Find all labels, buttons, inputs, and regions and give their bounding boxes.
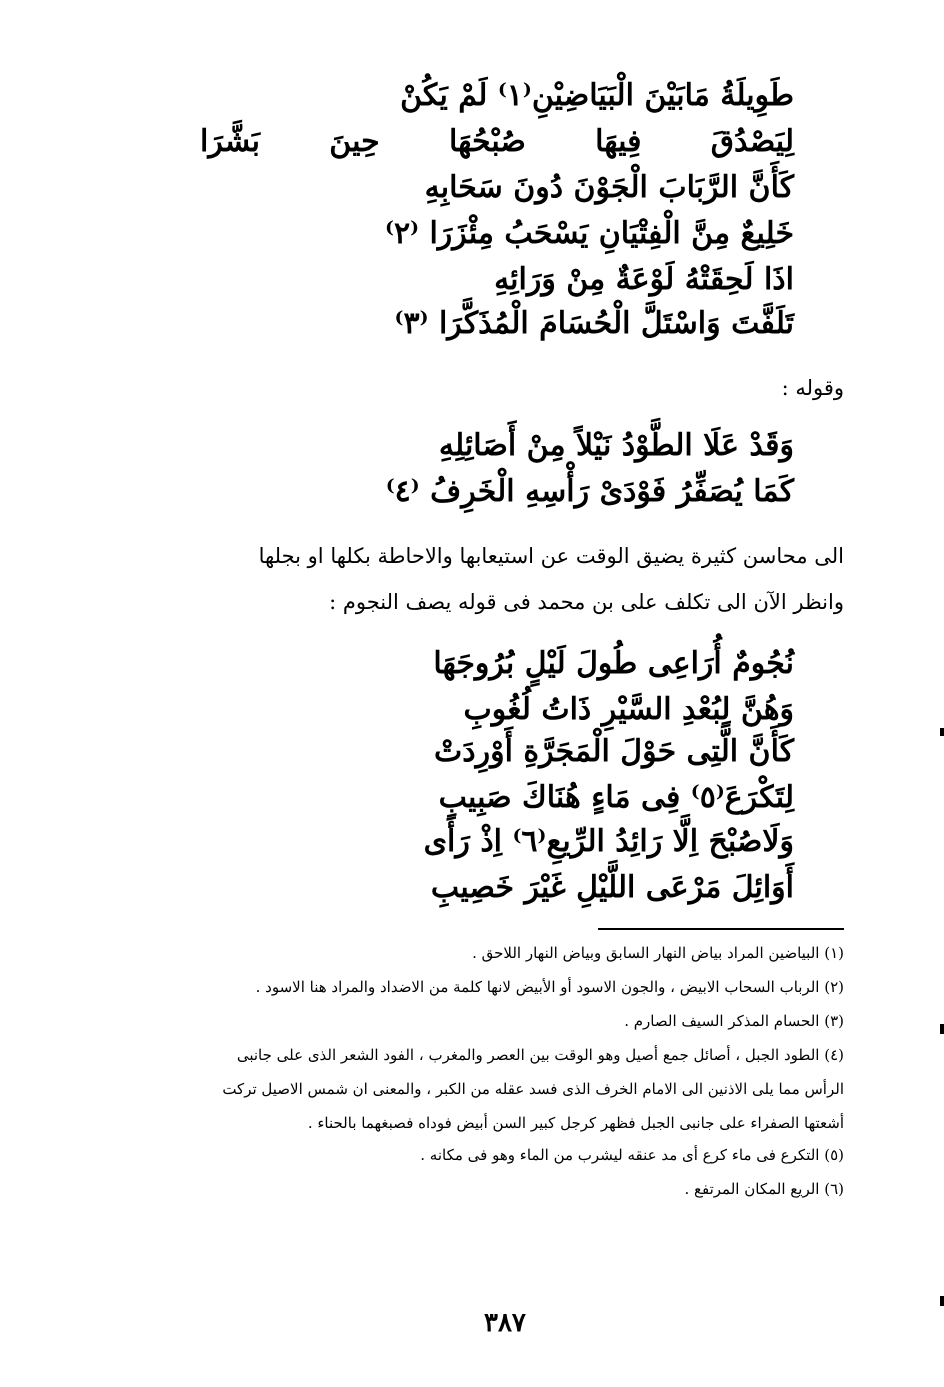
scan-edge-mark: [940, 728, 944, 736]
footnote-4-line1: (٤) الطود الجبل ، أصائل جمع أصيل وهو الوقت بين العصر والمغرب ، الفود الشعر الذى على جانبى: [236, 1046, 844, 1064]
footnote-6: (٦) الريع المكان المرتفع .: [684, 1180, 844, 1198]
page-number: ٣٨٧: [484, 1308, 526, 1338]
poem3-line2: وَهُنَّ لِبُعْدِ السَّيْرِ ذَاتُ لُغُوبِ: [463, 692, 794, 727]
footnote-5: (٥) التكرع فى ماء كرع أى مد عنقه ليشرب من الماء وهو فى مكانه .: [420, 1146, 844, 1164]
scan-edge-mark: [940, 1024, 944, 1034]
poem3-line5: وَلَاصُبْحَ اِلَّا رَائِدُ الرِّيعِ⁽٦⁾ اِذْ رَأَى: [423, 824, 794, 859]
poem3-line4: لِتَكْرَعَ⁽٥⁾ فِى مَاءٍ هُنَاكَ صَبِيبِ: [438, 780, 794, 815]
poem1-line6: تَلَفَّتَ وَاسْتَلَّ الْحُسَامَ الْمُذَكَّرَا ⁽٣⁾: [394, 306, 794, 341]
prose-line2: وانظر الآن الى تكلف على بن محمد فى قوله يصف النجوم :: [329, 590, 844, 614]
poem1-line4: خَلِيعٌ مِنَّ الْفِتْيَانِ يَسْحَبُ مِئْزَرَا ⁽٢⁾: [385, 216, 794, 251]
poem3-line3: كَأَنَّ الَّتِى حَوْلَ الْمَجَرَّةِ أَوْرِدَتْ: [434, 734, 794, 769]
footnote-4-line2: الرأس مما يلى الاذنين الى الامام الخرف الذى فسد عقله من الكبر ، والمعنى ان شمس الاصيل تركت: [222, 1080, 844, 1098]
intro-text: وقوله :: [781, 376, 844, 400]
footnote-3: (٣) الحسام المذكر السيف الصارم .: [624, 1012, 844, 1030]
footnote-4-line3: أشعتها الصفراء على جانبى الجبل فظهر كرجل كبير السن أبيض فوداه فصبغهما بالحناء .: [307, 1114, 844, 1132]
poem1-line3: كَأَنَّ الرَّبَابَ الْجَوْنَ دُونَ سَحَابِهِ: [424, 170, 794, 205]
poem1-line1: طَوِيلَةُ مَابَيْنَ الْبَيَاضِيْنِ⁽١⁾ لَمْ يَكُنْ: [400, 78, 794, 113]
poem1-line2: لِيَصْدُقَ فِيهَا صُبْحُهَا حِينَ بَشَّرَا: [200, 124, 794, 159]
poem3-line1: نُجُومٌ أُرَاعِى طُولَ لَيْلٍ بُرُوجَهَا: [433, 646, 794, 681]
prose-line1: الى محاسن كثيرة يضيق الوقت عن استيعابها والاحاطة بكلها او بجلها: [258, 544, 844, 568]
footnote-1: (١) البياضين المراد بياض النهار السابق وبياض النهار اللاحق .: [472, 944, 844, 962]
footnote-2: (٢) الرباب السحاب الابيض ، والجون الاسود أو الأبيض لانها كلمة من الاضداد والمراد هنا الاسود .: [255, 978, 844, 996]
poem2-line1: وَقَدْ عَلَا الطَّوْدُ نَيْلاً مِنْ أَصَائِلِهِ: [438, 428, 794, 463]
poem3-line6: أَوَائِلَ مَرْعَى اللَّيْلِ غَيْرَ خَصِيبِ: [430, 870, 794, 905]
scan-edge-mark: [940, 1296, 944, 1306]
footnote-divider: [598, 928, 844, 930]
poem1-line5: اذَا لَحِقَتْهُ لَوْعَةٌ مِنْ وَرَائِهِ: [494, 262, 794, 297]
poem2-line2: كَمَا يُصَفِّرُ فَوْدَىْ رَأْسِهِ الْخَرِفُ ⁽٤⁾: [385, 474, 794, 509]
